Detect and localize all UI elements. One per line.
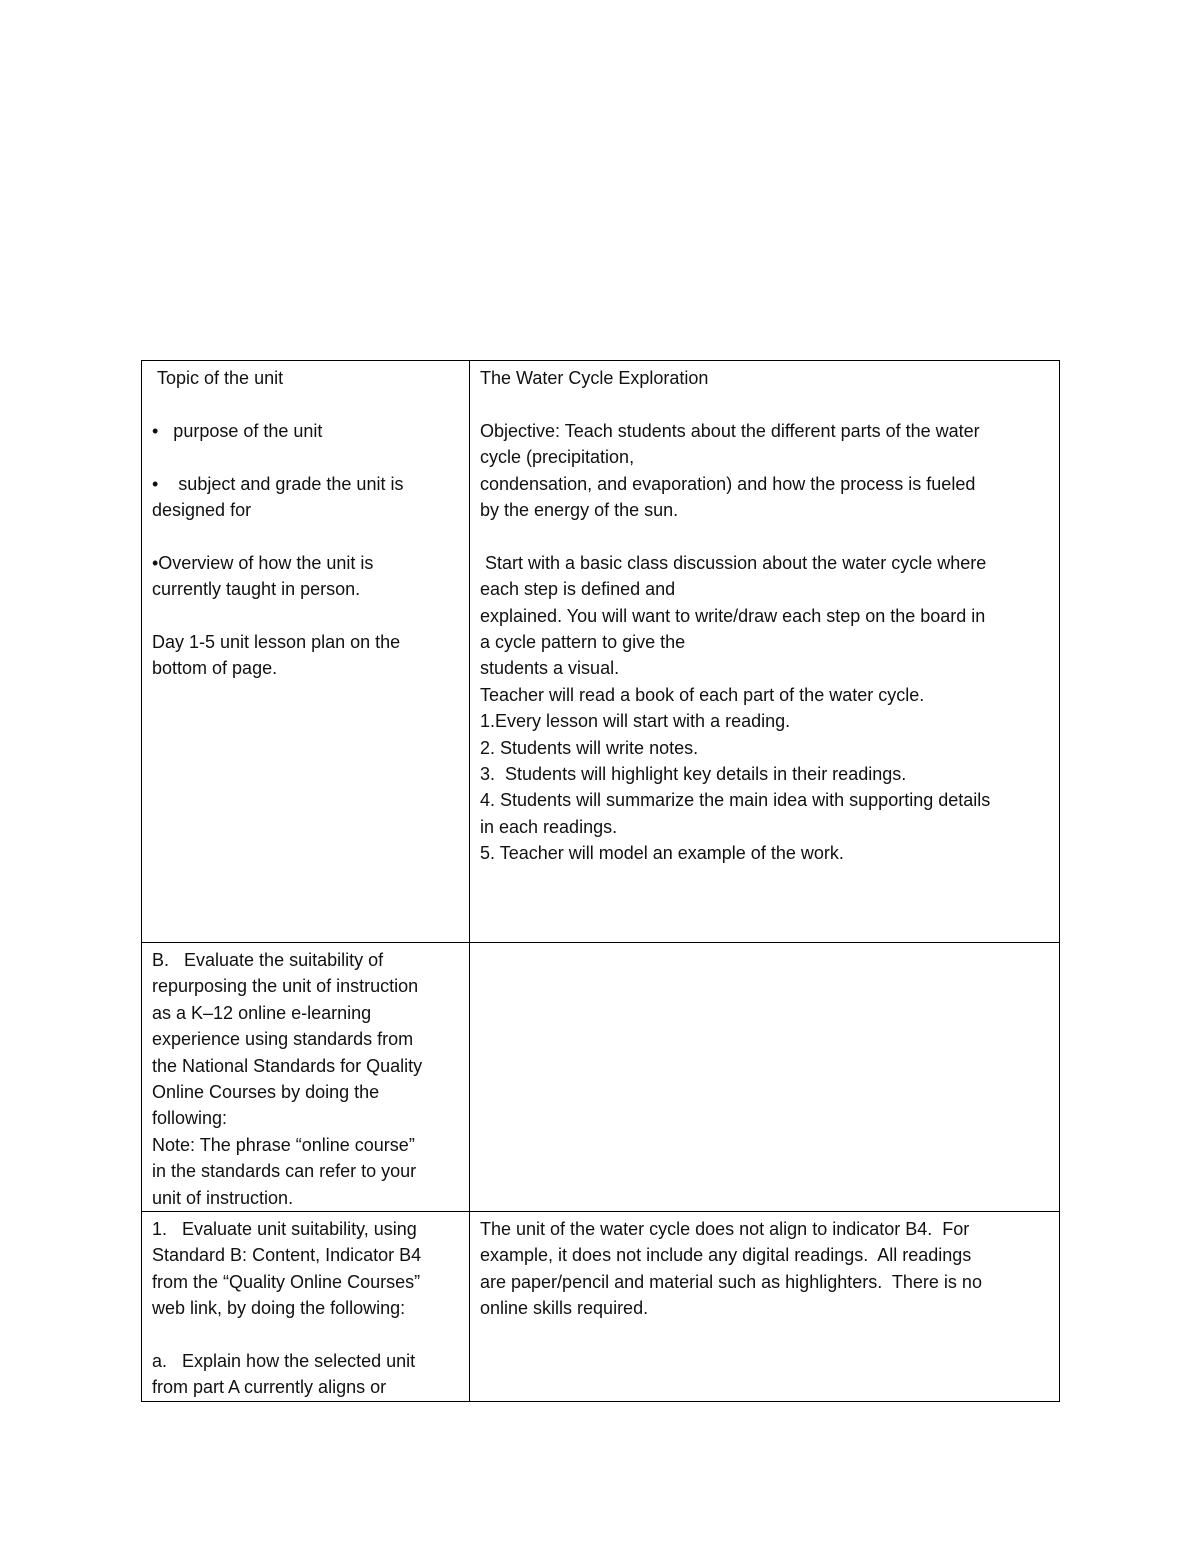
subpart-a-line-1: a. Explain how the selected unit bbox=[152, 1351, 416, 1372]
discussion-line-1: Start with a basic class discussion about the water cycle where bbox=[480, 552, 987, 573]
discussion-line-2: each step is defined and bbox=[480, 579, 676, 600]
unit-prompts-cell bbox=[142, 361, 470, 943]
teacher-reading-line: Teacher will read a book of each part of the water cycle. bbox=[480, 684, 925, 705]
table-row-unit-overview bbox=[142, 361, 1060, 943]
objective-line-1: Objective: Teach students about the different parts of the water bbox=[480, 420, 980, 441]
indicator-line-2: Standard B: Content, Indicator B4 bbox=[152, 1245, 422, 1266]
evaluate-line-1: B. Evaluate the suitability of bbox=[152, 950, 384, 970]
lesson-step-3: 3. Students will highlight key details in their readings. bbox=[480, 764, 907, 785]
evaluate-line-2: repurposing the unit of instruction bbox=[152, 976, 419, 997]
day-plan-line-2: bottom of page. bbox=[152, 658, 278, 679]
topic-label: Topic of the unit bbox=[152, 368, 284, 388]
unit-plan-table bbox=[141, 360, 1060, 1402]
evaluate-line-4: experience using standards from bbox=[152, 1029, 414, 1050]
indicator-response-cell bbox=[470, 1212, 1060, 1402]
evaluate-response-cell bbox=[470, 943, 1060, 1212]
table-row-indicator-b4 bbox=[142, 1212, 1060, 1402]
purpose-bullet: • purpose of the unit bbox=[152, 420, 323, 441]
subject-bullet-line-2: designed for bbox=[152, 500, 252, 520]
indicator-line-4: web link, by doing the following: bbox=[152, 1298, 406, 1319]
indicator-line-3: from the “Quality Online Courses” bbox=[152, 1271, 421, 1292]
table-row-evaluate-suitability bbox=[142, 943, 1060, 1212]
indicator-line-1: 1. Evaluate unit suitability, using bbox=[152, 1219, 417, 1240]
note-line-3: unit of instruction. bbox=[152, 1187, 294, 1208]
unit-title: The Water Cycle Exploration bbox=[480, 368, 709, 388]
note-line-1: Note: The phrase “online course” bbox=[152, 1134, 415, 1155]
subpart-a-line-2: from part A currently aligns or bbox=[152, 1377, 387, 1398]
unit-description-cell bbox=[470, 361, 1060, 943]
evaluate-prompt-cell bbox=[142, 943, 470, 1212]
subject-bullet-line-1: • subject and grade the unit is bbox=[152, 473, 404, 494]
discussion-line-4: a cycle pattern to give the bbox=[480, 632, 686, 653]
discussion-line-3: explained. You will want to write/draw each step on the board in bbox=[480, 605, 986, 626]
lesson-step-4a: 4. Students will summarize the main idea with supporting details bbox=[480, 790, 991, 811]
lesson-step-1: 1.Every lesson will start with a reading. bbox=[480, 711, 791, 732]
lesson-step-4b: in each readings. bbox=[480, 816, 618, 837]
lesson-step-5: 5. Teacher will model an example of the work. bbox=[480, 843, 844, 864]
response-line-3: are paper/pencil and material such as highlighters. There is no bbox=[480, 1271, 982, 1292]
objective-line-2: cycle (precipitation, bbox=[480, 447, 635, 468]
objective-line-4: by the energy of the sun. bbox=[480, 500, 679, 521]
note-line-2: in the standards can refer to your bbox=[152, 1161, 417, 1182]
indicator-prompt-cell bbox=[142, 1212, 470, 1402]
evaluate-line-3: as a K–12 online e-learning bbox=[152, 1002, 372, 1023]
discussion-line-5: students a visual. bbox=[480, 658, 620, 679]
evaluate-line-5: the National Standards for Quality bbox=[152, 1055, 423, 1076]
objective-line-3: condensation, and evaporation) and how the process is fueled bbox=[480, 473, 976, 494]
response-line-4: online skills required. bbox=[480, 1298, 649, 1319]
response-line-2: example, it does not include any digital readings. All readings bbox=[480, 1245, 972, 1266]
overview-bullet-line-1: •Overview of how the unit is bbox=[152, 552, 374, 573]
day-plan-line-1: Day 1-5 unit lesson plan on the bbox=[152, 632, 401, 652]
lesson-step-2: 2. Students will write notes. bbox=[480, 737, 699, 758]
response-line-1: The unit of the water cycle does not align to indicator B4. For bbox=[480, 1219, 970, 1240]
overview-bullet-line-2: currently taught in person. bbox=[152, 579, 361, 600]
evaluate-line-6: Online Courses by doing the bbox=[152, 1082, 380, 1103]
evaluate-line-7: following: bbox=[152, 1108, 228, 1129]
